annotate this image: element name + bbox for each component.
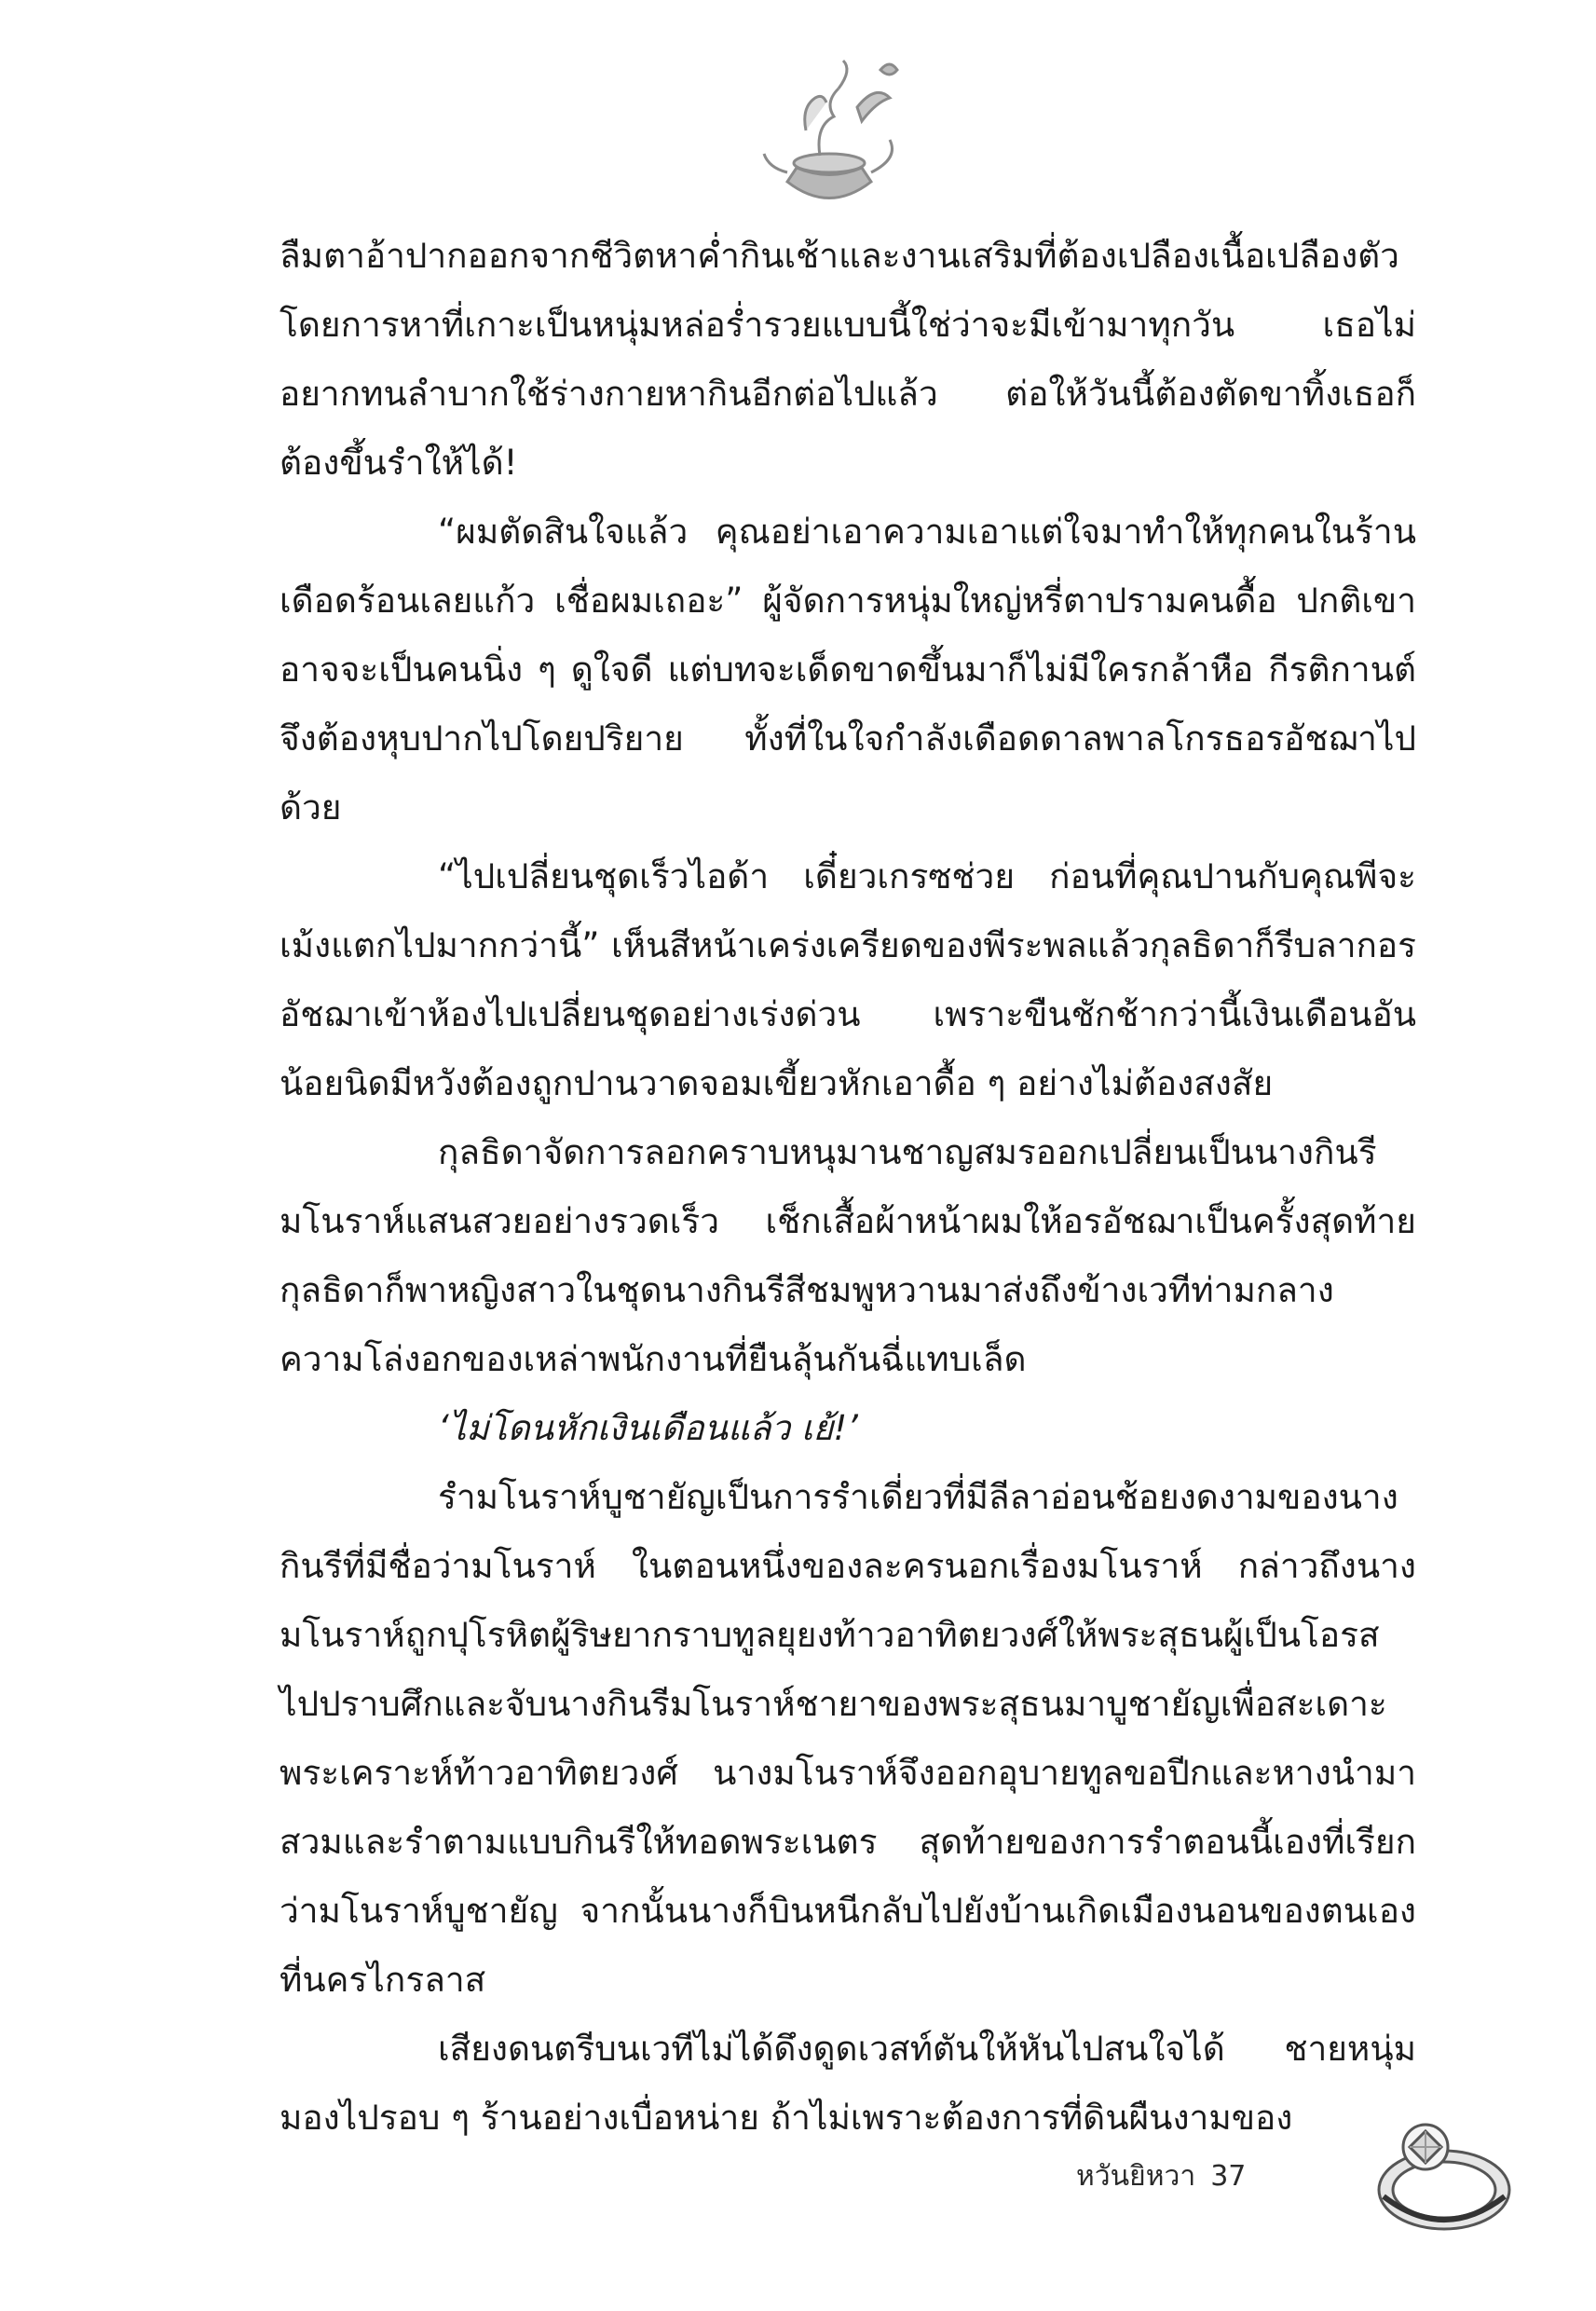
- paragraph: กุลธิดาจัดการลอกคราบหนุมานชาญสมรออกเปลี่ยนเป็นนางกินรีมโนราห์แสนสวยอย่างรวดเร็ว เช็กเสื้อผ้าหน้าผมให้อรอัชฌาเป็นครั้งสุดท้ายกุลธิดาก็พาหญิงสาวในชุดนางกินรีสีชมพูหวานมาส่งถึงข้างเวทีท่ามกลางความโล่งอกของเหล่าพนักงานที่ยืนลุ้นกันฉี่แทบเล็ด: [280, 1132, 1416, 1379]
- paragraph: “ไปเปลี่ยนชุดเร็วไอด้า เดี๋ยวเกรซช่วย ก่อนที่คุณปานกับคุณพีจะเม้งแตกไปมากกว่านี้” เห็นสีหน้าเคร่งเครียดของพีระพลแล้วกุลธิดาก็รีบลากอรอัชฌาเข้าห้องไปเปลี่ยนชุดอย่างเร่งด่วน เพราะขืนชักช้ากว่านี้เงินเดือนอันน้อยนิดมีหวังต้องถูกปานวาดจอมเขี้ยวหักเอาดื้อ ๆ อย่างไม่ต้องสงสัย: [280, 856, 1416, 1103]
- running-footer: [1076, 2154, 1246, 2198]
- diamond-ring-icon: [1356, 2117, 1523, 2243]
- page-number: 37: [1210, 2160, 1247, 2193]
- paragraph: รำมโนราห์บูชายัญเป็นการรำเดี่ยวที่มีลีลาอ่อนช้อยงดงามของนางกินรีที่มีชื่อว่ามโนราห์ ในตอนหนึ่งของละครนอกเรื่องมโนราห์ กล่าวถึงนางมโนราห์ถูกปุโรหิตผู้ริษยากราบทูลยุยงท้าวอาทิตยวงศ์ให้พระสุธนผู้เป็นโอรสไปปราบศึกและจับนางกินรีมโนราห์ชายาของพระสุธนมาบูชายัญเพื่อสะเดาะพระเคราะห์ท้าวอาทิตยวงศ์ นางมโนราห์จึงออกอุบายทูลขอปีกและหางนำมาสวมและรำตามแบบกินรีให้ทอดพระเนตร สุดท้ายของการรำตอนนี้เองที่เรียกว่ามโนราห์บูชายัญ จากนั้นนางก็บินหนีกลับไปยังบ้านเกิดเมืองนอนของตนเองที่นครไกรลาส: [280, 1477, 1416, 2000]
- paragraph: ลืมตาอ้าปากออกจากชีวิตหาค่ำกินเช้าและงานเสริมที่ต้องเปลืองเนื้อเปลืองตัว โดยการหาที่เกาะเป็นหนุ่มหล่อร่ำรวยแบบนี้ใช่ว่าจะมีเข้ามาทุกวัน เธอไม่อยากทนลำบากใช้ร่างกายหากินอีกต่อไปแล้ว ต่อให้วันนี้ต้องตัดขาทิ้งเธอก็ต้องขึ้นรำให้ได้!: [280, 236, 1416, 483]
- page-footer: [0, 2117, 1596, 2248]
- italic-thought: ‘ไม่โดนหักเงินเดือนแล้ว เย้!’: [438, 1408, 858, 1448]
- lamp-ornament-icon: [750, 51, 908, 214]
- book-title: หวันยิหวา: [1076, 2160, 1196, 2193]
- paragraph: “ผมตัดสินใจแล้ว คุณอย่าเอาความเอาแต่ใจมาทำให้ทุกคนในร้านเดือดร้อนเลยแก้ว เชื่อผมเถอะ” ผู้จัดการหนุ่มใหญ่หรี่ตาปรามคนดื้อ ปกติเขาอาจจะเป็นคนนิ่ง ๆ ดูใจดี แต่บทจะเด็ดขาดขึ้นมาก็ไม่มีใครกล้าหือ กีรติกานต์จึงต้องหุบปากไปโดยปริยาย ทั้งที่ในใจกำลังเดือดดาลพาลโกรธอรอัชฌาไปด้วย: [280, 512, 1416, 827]
- paragraph: เสียงดนตรีบนเวทีไม่ได้ดึงดูดเวสท์ตันให้หันไปสนใจได้ ชายหนุ่มมองไปรอบ ๆ ร้านอย่างเบื่อหน่าย ถ้าไม่เพราะต้องการที่ดินผืนงามของ: [280, 2029, 1416, 2138]
- body-text: [280, 222, 1416, 2153]
